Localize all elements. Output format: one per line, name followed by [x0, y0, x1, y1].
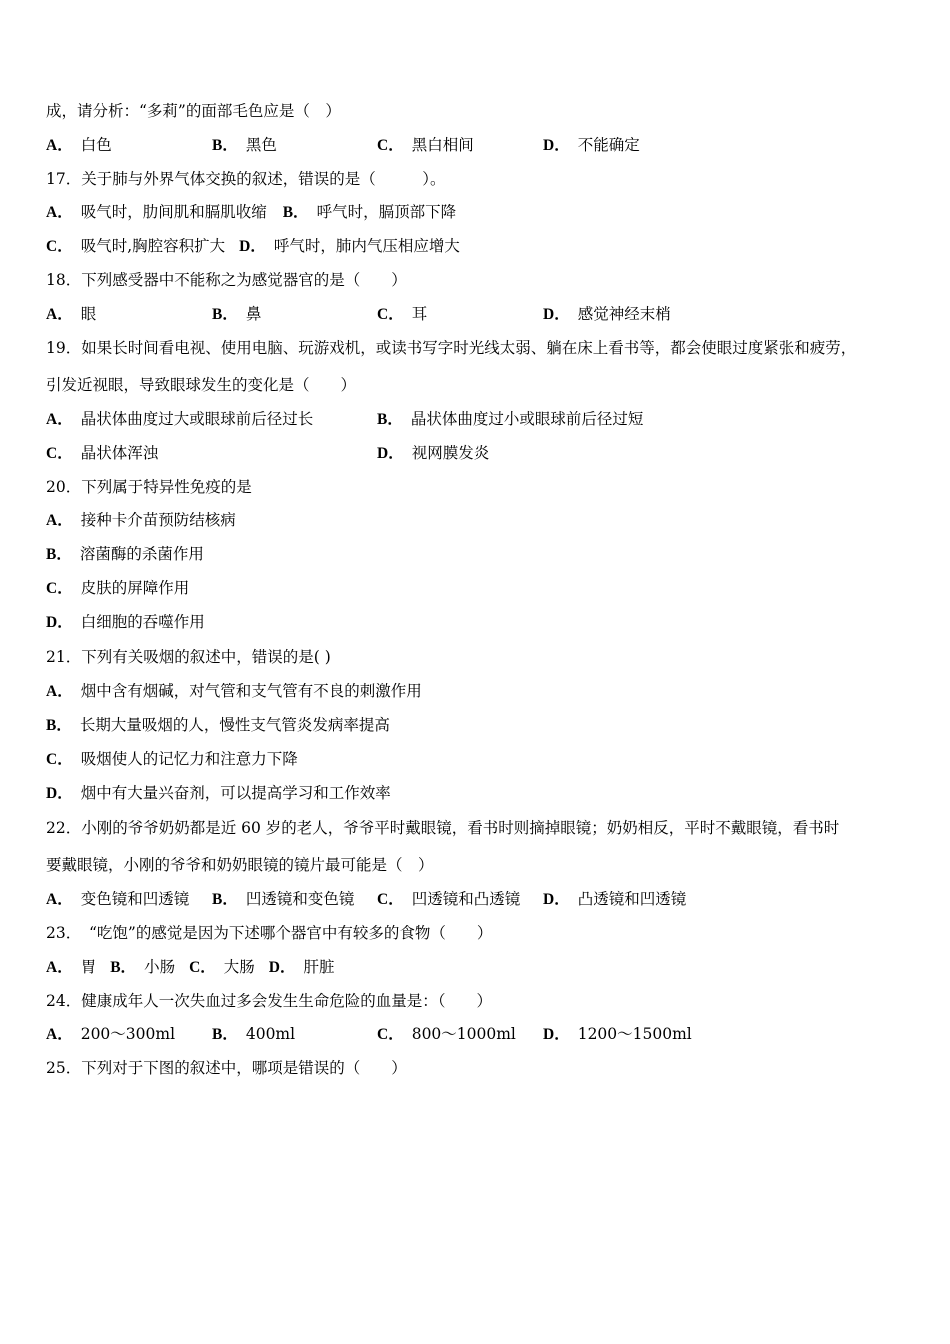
option-label: B．: [46, 546, 72, 563]
answer-options-row: [46, 510, 236, 531]
option-text: 200～300ml: [80, 1025, 176, 1043]
option-label: C．: [189, 959, 216, 976]
option-label: A．: [46, 959, 73, 976]
option-label: D．: [543, 891, 570, 908]
answer-option: [189, 957, 255, 978]
option-text: 黑色: [245, 136, 277, 154]
answer-options-row: [46, 236, 474, 257]
answer-option: [377, 443, 489, 464]
answer-option: [212, 889, 354, 910]
option-text: 凹透镜和变色镜: [245, 890, 355, 908]
question-text-line: 成，请分析：“多莉”的面部毛色应是（ ）: [46, 102, 341, 120]
option-text: 胃: [80, 958, 97, 976]
option-text: 肝脏: [303, 958, 335, 976]
answer-option: [46, 443, 158, 464]
answer-option: [46, 409, 313, 430]
option-text: 800～1000ml: [411, 1025, 516, 1043]
option-label: D．: [543, 306, 570, 323]
answer-option: [110, 957, 175, 978]
option-label: A．: [46, 137, 73, 154]
answer-option: [377, 304, 427, 325]
option-label: C．: [46, 580, 73, 597]
answer-option: [212, 1024, 295, 1045]
answer-option: [543, 889, 686, 910]
option-label: D．: [46, 614, 73, 631]
option-label: C．: [377, 137, 404, 154]
answer-options-row: [46, 749, 298, 770]
option-text: 鼻: [245, 305, 262, 323]
answer-options-row: [46, 783, 391, 804]
option-label: B．: [212, 891, 238, 908]
option-label: C．: [377, 1026, 404, 1043]
option-label: A．: [46, 683, 73, 700]
option-text: 呼气时，肺内气压相应增大: [273, 237, 460, 255]
answer-option: [543, 1024, 692, 1045]
option-text: 眼: [80, 305, 97, 323]
question-text-line: 21．下列有关吸烟的叙述中，错误的是( ): [46, 648, 331, 666]
answer-options-row: [46, 715, 390, 736]
question-text-line: 18．下列感受器中不能称之为感觉器官的是（ ）: [46, 271, 407, 289]
answer-option: [46, 578, 189, 599]
answer-options-row: [46, 957, 349, 978]
option-label: C．: [46, 751, 73, 768]
answer-option: [377, 889, 520, 910]
option-label: C．: [377, 891, 404, 908]
option-label: B．: [46, 717, 72, 734]
answer-option: [46, 889, 189, 910]
option-label: D．: [268, 959, 296, 976]
answer-option: [46, 681, 422, 702]
option-label: D．: [46, 785, 73, 802]
option-label: D．: [543, 1026, 570, 1043]
option-text: 凹透镜和凸透镜: [411, 890, 521, 908]
answer-option: [377, 409, 643, 430]
option-label: C．: [46, 238, 73, 255]
option-label: A．: [46, 204, 73, 221]
option-label: B．: [282, 204, 309, 221]
option-text: 烟中含有烟碱，对气管和支气管有不良的刺激作用: [80, 682, 422, 700]
option-text: 溶菌酶的杀菌作用: [79, 545, 204, 563]
answer-options-row: [46, 202, 472, 223]
answer-options-row: [46, 578, 189, 599]
option-text: 接种卡介苗预防结核病: [80, 511, 236, 529]
question-text-line: 22．小刚的爷爷奶奶都是近 60 岁的老人，爷爷平时戴眼镜，看书时则摘掉眼镜；奶奶相反，平时不戴眼镜，看书时: [46, 819, 840, 837]
question-text-line: 17．关于肺与外界气体交换的叙述，错误的是（ ）。: [46, 170, 446, 188]
answer-option: [283, 202, 456, 223]
option-text: 皮肤的屏障作用: [80, 579, 190, 597]
option-text: 晶状体曲度过大或眼球前后径过长: [80, 410, 314, 428]
answer-option: [543, 135, 640, 156]
option-label: D．: [239, 238, 266, 255]
option-label: A．: [46, 891, 73, 908]
option-label: D．: [377, 445, 404, 462]
option-text: 黑白相间: [411, 136, 474, 154]
answer-option: [212, 135, 277, 156]
option-label: B．: [212, 1026, 238, 1043]
option-label: A．: [46, 306, 73, 323]
option-text: 小肠: [144, 958, 176, 976]
answer-option: [46, 957, 96, 978]
option-label: B．: [110, 959, 137, 976]
answer-option: [377, 1024, 516, 1045]
answer-option: [46, 544, 204, 565]
answer-options-row: [46, 612, 205, 633]
answer-option: [46, 202, 267, 223]
answer-option: [269, 957, 335, 978]
option-label: B．: [212, 137, 238, 154]
answer-option: [46, 612, 205, 633]
question-text-line: 25．下列对于下图的叙述中，哪项是错误的（ ）: [46, 1059, 407, 1077]
option-text: 吸气时，肋间肌和膈肌收缩: [80, 203, 267, 221]
option-text: 白细胞的吞噬作用: [80, 613, 205, 631]
option-label: C．: [46, 445, 73, 462]
option-text: 感觉神经末梢: [577, 305, 671, 323]
option-text: 1200～1500ml: [577, 1025, 692, 1043]
question-text-line: 23． “吃饱”的感觉是因为下述哪个器官中有较多的食物（ ）: [46, 924, 493, 942]
option-text: 白色: [80, 136, 112, 154]
answer-option: [46, 783, 391, 804]
answer-options-row: [46, 681, 422, 702]
option-label: A．: [46, 1026, 73, 1043]
question-text-line: 24．健康成年人一次失血过多会发生生命危险的血量是：（ ）: [46, 992, 492, 1010]
answer-option: [46, 1024, 175, 1045]
answer-option: [212, 304, 261, 325]
answer-option: [46, 510, 236, 531]
option-text: 视网膜发炎: [411, 444, 490, 462]
answer-option: [46, 135, 112, 156]
option-text: 晶状体浑浊: [80, 444, 159, 462]
question-text-line: 19．如果长时间看电视、使用电脑、玩游戏机，或读书写字时光线太弱、躺在床上看书等，都会使眼过度紧张和疲劳，: [46, 339, 857, 357]
option-text: 烟中有大量兴奋剂，可以提高学习和工作效率: [80, 784, 391, 802]
option-text: 吸气时,胸腔容积扩大: [80, 237, 226, 255]
option-label: D．: [543, 137, 570, 154]
option-text: 变色镜和凹透镜: [80, 890, 190, 908]
question-text-line: 20．下列属于特异性免疫的是: [46, 478, 252, 496]
answer-option: [46, 715, 390, 736]
answer-option: [46, 304, 96, 325]
answer-option: [543, 304, 671, 325]
question-text-line: 引发近视眼，导致眼球发生的变化是（ ）: [46, 376, 357, 394]
question-text-line: 要戴眼镜，小刚的爷爷和奶奶眼镜的镜片最可能是（ ）: [46, 856, 434, 874]
option-text: 长期大量吸烟的人，慢性支气管炎发病率提高: [79, 716, 390, 734]
option-text: 吸烟使人的记忆力和注意力下降: [80, 750, 298, 768]
answer-option: [377, 135, 474, 156]
option-label: B．: [212, 306, 238, 323]
option-text: 大肠: [223, 958, 255, 976]
option-text: 耳: [411, 305, 428, 323]
answer-option: [46, 236, 225, 257]
option-text: 晶状体曲度过小或眼球前后径过短: [410, 410, 644, 428]
answer-options-row: [46, 544, 204, 565]
option-label: B．: [377, 411, 403, 428]
option-label: A．: [46, 512, 73, 529]
answer-option: [239, 236, 460, 257]
option-text: 凸透镜和凹透镜: [577, 890, 687, 908]
answer-option: [46, 749, 298, 770]
option-label: A．: [46, 411, 73, 428]
option-label: C．: [377, 306, 404, 323]
option-text: 不能确定: [577, 136, 640, 154]
option-text: 400ml: [245, 1025, 296, 1043]
option-text: 呼气时，膈顶部下降: [316, 203, 457, 221]
